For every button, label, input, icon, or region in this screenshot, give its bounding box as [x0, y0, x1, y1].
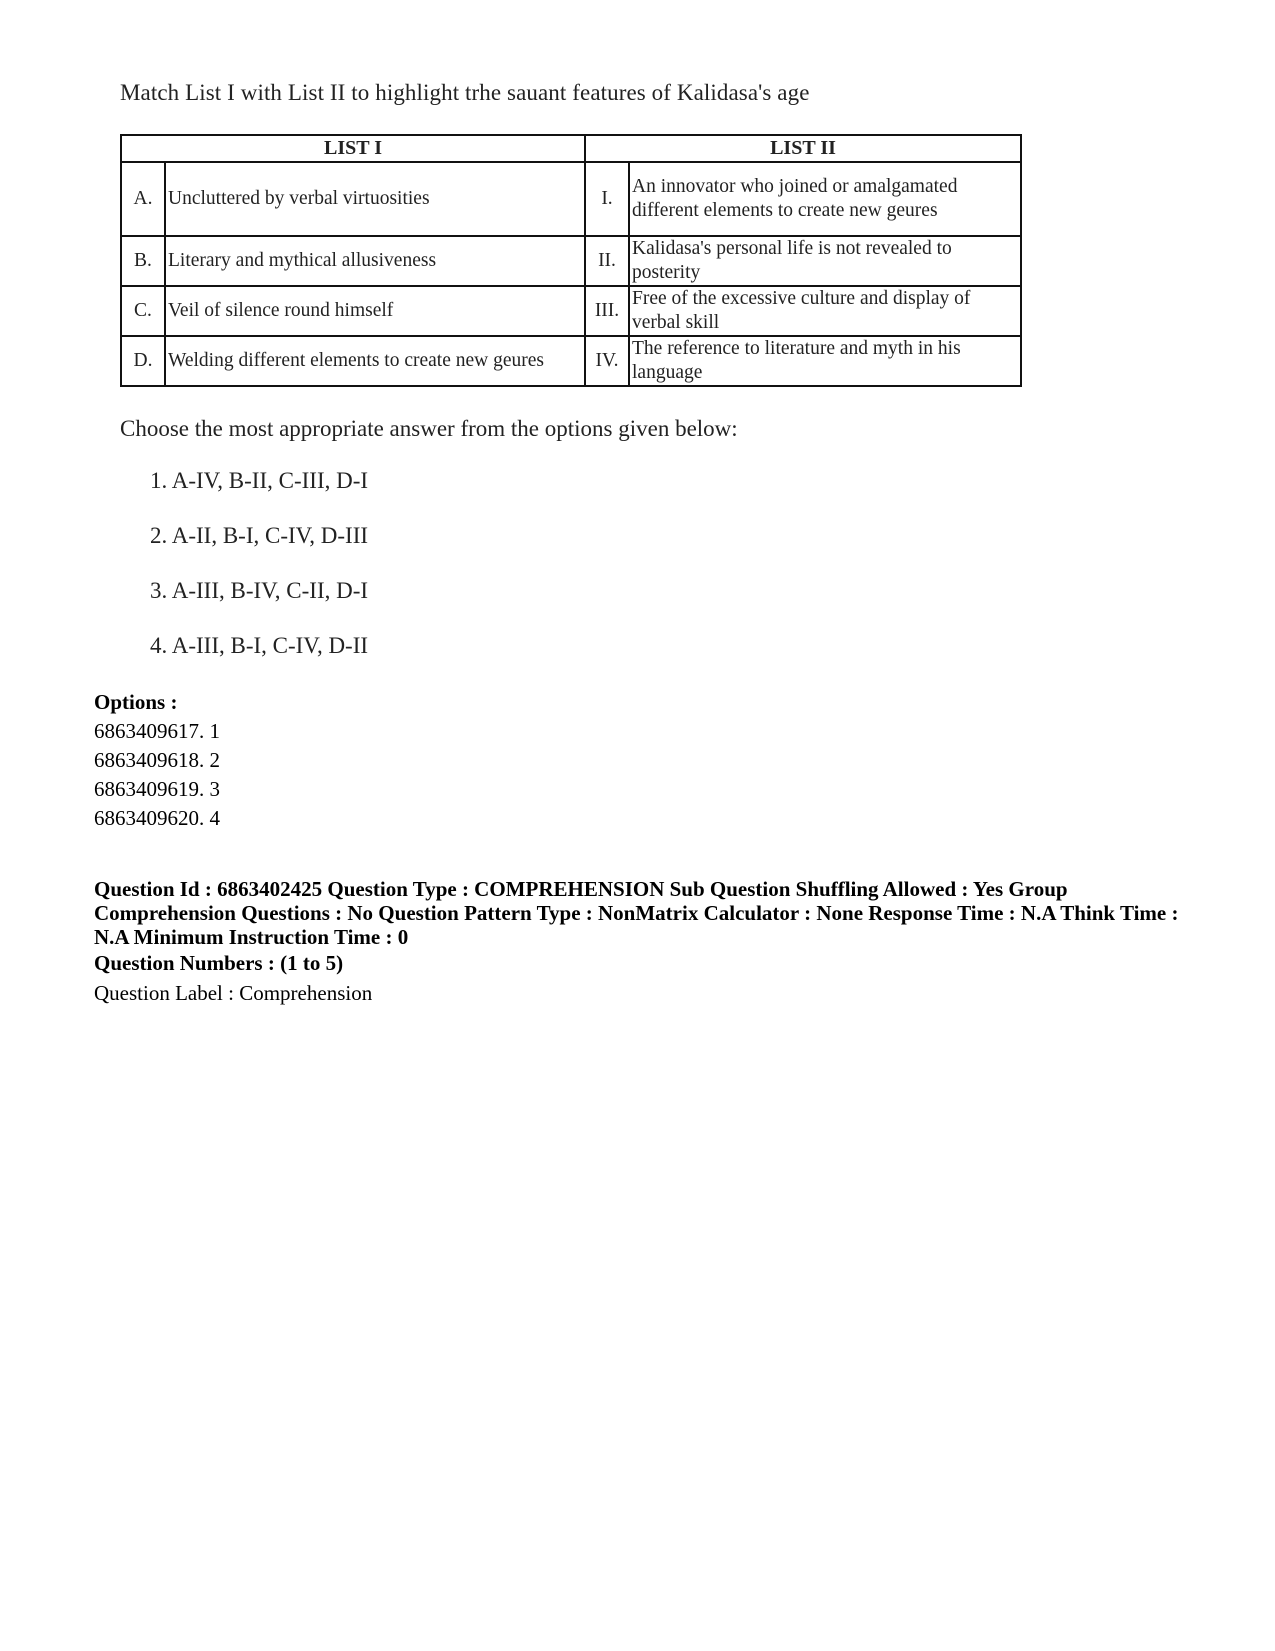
question-numbers: Question Numbers : (1 to 5): [94, 951, 344, 975]
list-1-item: Uncluttered by verbal virtuosities: [165, 162, 585, 236]
row-roman: IV.: [585, 336, 629, 386]
answer-option-1: 1. A-IV, B-II, C-III, D-I: [150, 468, 369, 493]
option-id-item: 6863409619. 3: [94, 777, 220, 801]
list-1-item: Welding different elements to create new geures: [165, 336, 585, 386]
option-id-item: 6863409620. 4: [94, 806, 220, 830]
row-roman: I.: [585, 162, 629, 236]
table-header-row: [121, 135, 1021, 162]
answer-option-2: 2. A-II, B-I, C-IV, D-III: [150, 523, 369, 548]
list-2-item: Kalidasa's personal life is not revealed to posterity: [629, 236, 1021, 286]
question-label: Question Label : Comprehension: [94, 981, 373, 1005]
table-row: [121, 286, 1021, 336]
row-roman: III.: [585, 286, 629, 336]
match-table: [120, 134, 1022, 387]
list-2-item: An innovator who joined or amalgamated different elements to create new geures: [629, 162, 1021, 236]
table-row: [121, 162, 1021, 236]
row-letter: A.: [121, 162, 165, 236]
row-roman: II.: [585, 236, 629, 286]
answer-option-4: 4. A-III, B-I, C-IV, D-II: [150, 633, 369, 658]
question-heading: Match List I with List II to highlight trhe sauant features of Kalidasa's age: [120, 80, 810, 105]
list-1-item: Veil of silence round himself: [165, 286, 585, 336]
list-2-item: The reference to literature and myth in his language: [629, 336, 1021, 386]
answer-list: [150, 468, 368, 688]
row-letter: B.: [121, 236, 165, 286]
option-id-item: 6863409618. 2: [94, 748, 220, 772]
list-2-header: LIST II: [585, 135, 1021, 162]
list-1-header: LIST I: [121, 135, 585, 162]
list-1-item: Literary and mythical allusiveness: [165, 236, 585, 286]
list-2-item: Free of the excessive culture and display of verbal skill: [629, 286, 1021, 336]
options-title: Options :: [94, 690, 178, 714]
options-list: [94, 719, 220, 835]
option-id-item: 6863409617. 1: [94, 719, 220, 743]
table-row: [121, 236, 1021, 286]
row-letter: C.: [121, 286, 165, 336]
table-row: [121, 336, 1021, 386]
row-letter: D.: [121, 336, 165, 386]
choose-instruction: Choose the most appropriate answer from the options given below:: [120, 416, 738, 441]
question-metadata: Question Id : 6863402425 Question Type : COMPREHENSION Sub Question Shuffling Allowed : Yes Group Comprehension Questions : No Question Pattern Type : NonMatrix Calculator : None Response Time : N.A Think Time : N.A Minimum Instruction Time : 0: [94, 877, 1179, 949]
answer-option-3: 3. A-III, B-IV, C-II, D-I: [150, 578, 369, 603]
